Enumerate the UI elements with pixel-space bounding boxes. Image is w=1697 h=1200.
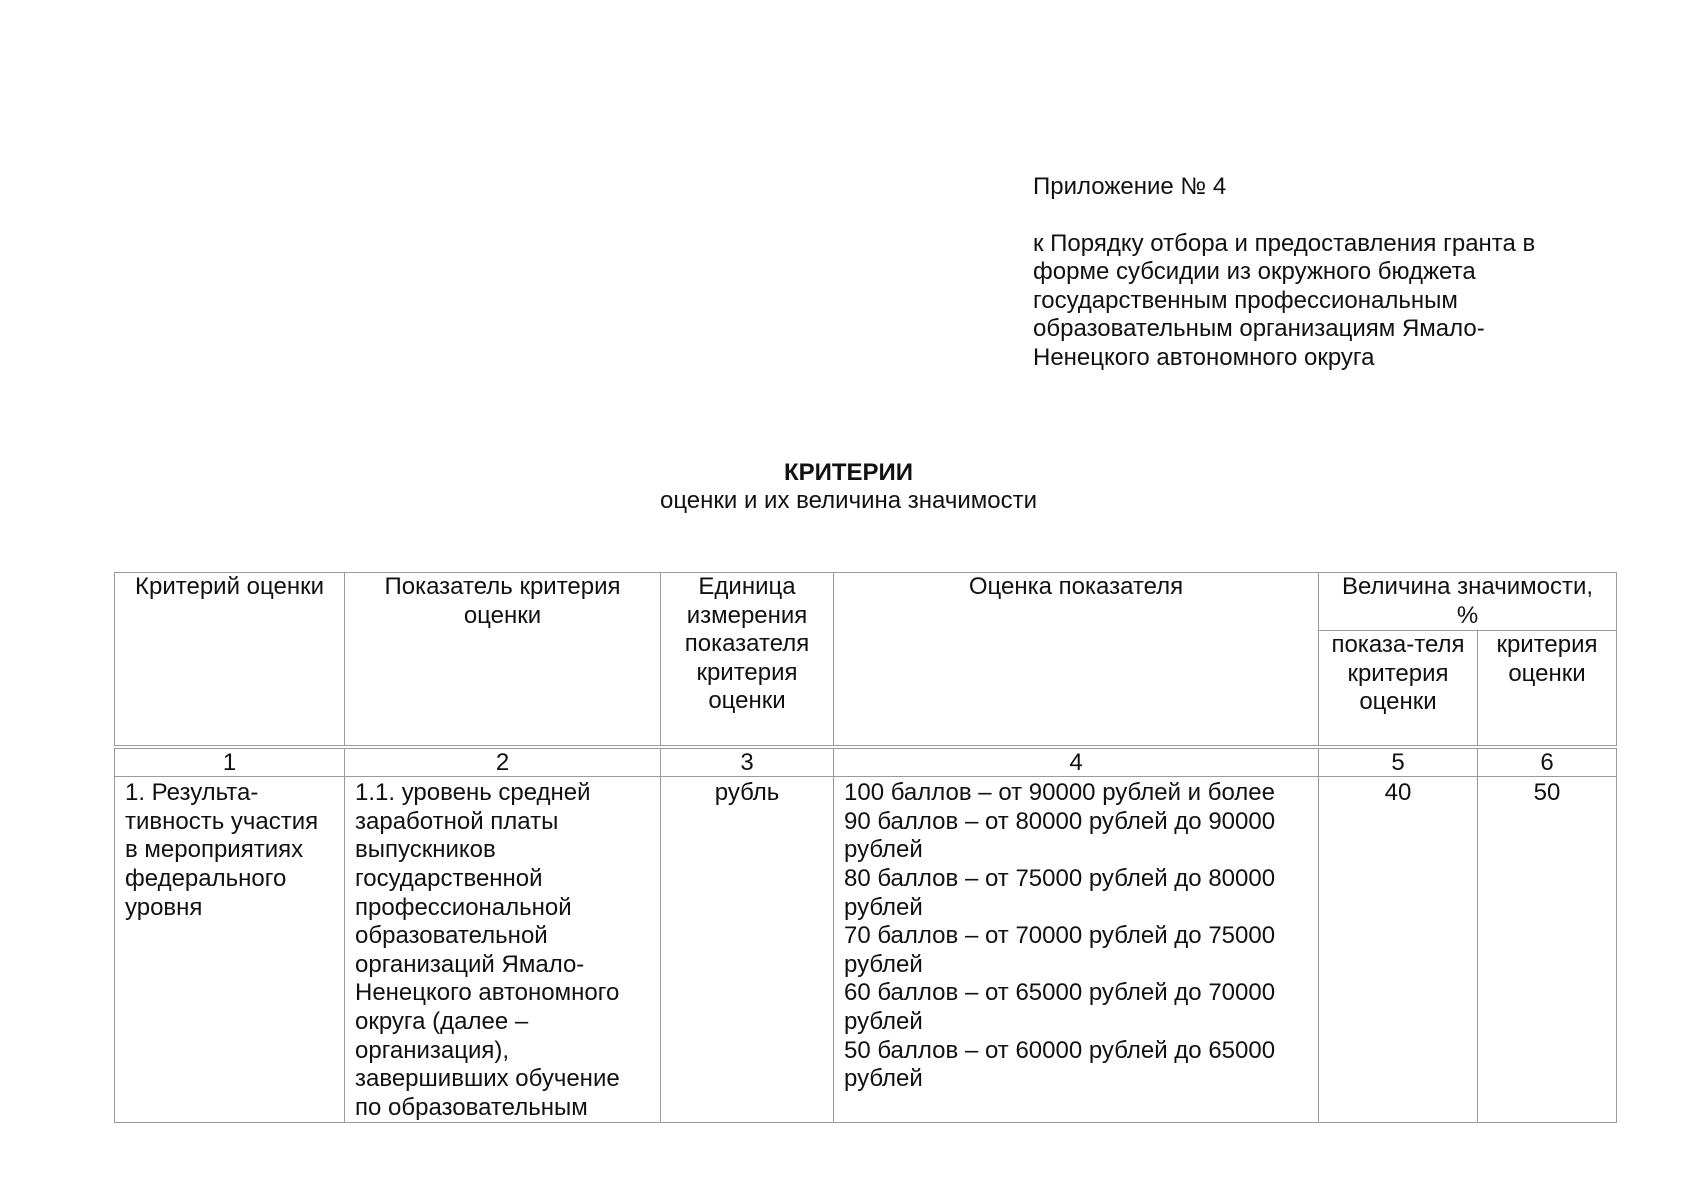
column-number: 6 — [1478, 747, 1617, 777]
cell-unit: рубль — [661, 777, 834, 1123]
assessment-line: 90 баллов – от 80000 рублей до 90000 рублей — [844, 807, 1276, 864]
appendix-number: Приложение № 4 — [1033, 173, 1227, 200]
header-indicator: Показатель критерия оценки — [345, 573, 661, 748]
appendix-block — [1033, 173, 1593, 372]
assessment-line: 100 баллов – от 90000 рублей и более — [844, 779, 1275, 807]
table-header-row — [115, 573, 1617, 631]
column-number-row — [115, 747, 1617, 777]
cell-criterion: 1. Результа-тивность участия в мероприятиях федерального уровня — [115, 777, 345, 1123]
document-title: КРИТЕРИИ — [783, 459, 914, 486]
cell-significance-criterion: 50 — [1478, 777, 1617, 1123]
header-assessment: Оценка показателя — [834, 573, 1319, 748]
column-number: 3 — [661, 747, 834, 777]
column-number: 2 — [345, 747, 661, 777]
column-number: 5 — [1319, 747, 1478, 777]
document-subtitle: оценки и их величина значимости — [659, 487, 1037, 514]
column-number: 1 — [115, 747, 345, 777]
header-significance-indicator: показа-теля критерия оценки — [1319, 631, 1478, 748]
document-title-block — [0, 459, 1697, 515]
cell-significance-indicator: 40 — [1319, 777, 1478, 1123]
criteria-table — [114, 572, 1617, 1123]
table-row — [115, 777, 1617, 1123]
assessment-line: 60 баллов – от 65000 рублей до 70000 рублей — [844, 979, 1276, 1035]
cell-assessment — [834, 777, 1319, 1123]
cell-indicator: 1.1. уровень средней заработной платы выпускников государственной профессиональной образовательной организаций Ямало-Ненецкого автономного округа (далее – организация), завершивших обучение по образовательным — [345, 777, 661, 1123]
appendix-description: к Порядку отбора и предоставления гранта в форме субсидии из окружного бюджета государственным профессиональным образовательным организациям Ямало-Ненецкого автономного округа — [1033, 229, 1536, 371]
assessment-line: 70 баллов – от 70000 рублей до 75000 рублей — [844, 922, 1276, 978]
column-number: 4 — [834, 747, 1319, 777]
header-unit: Единица измерения показателя критерия оценки — [661, 573, 834, 748]
header-criterion: Критерий оценки — [115, 573, 345, 748]
assessment-line: 80 баллов – от 75000 рублей до 80000 рублей — [844, 864, 1276, 921]
header-significance: Величина значимости, % — [1319, 573, 1617, 631]
header-significance-criterion: критерия оценки — [1478, 631, 1617, 748]
assessment-line: 50 баллов – от 60000 рублей до 65000 рублей — [844, 1036, 1276, 1093]
